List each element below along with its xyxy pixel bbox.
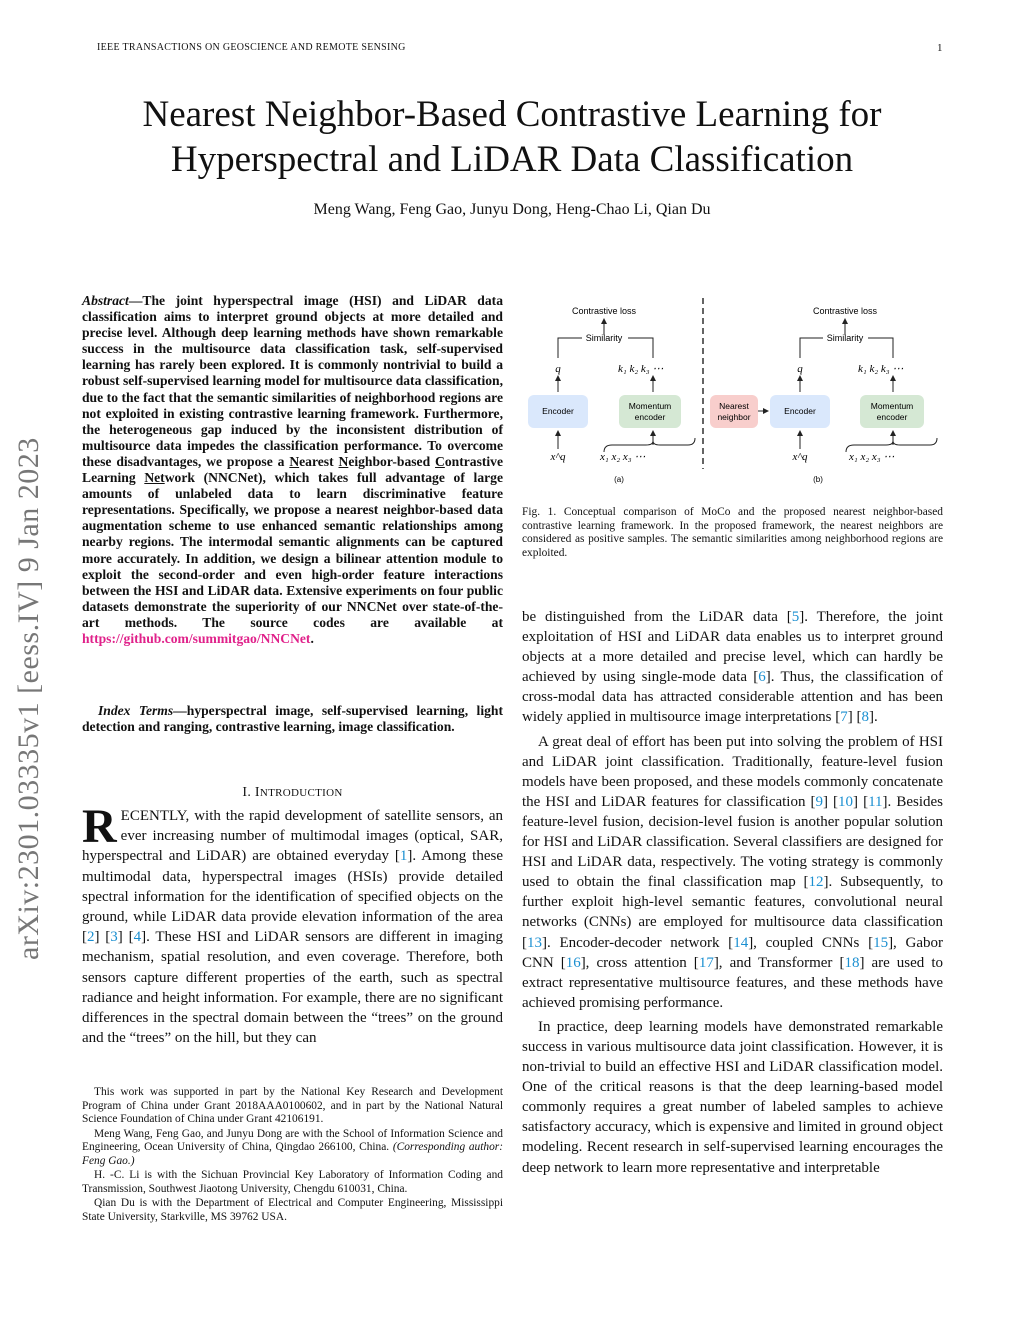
paper-title <box>60 92 964 182</box>
svg-text:Similarity: Similarity <box>826 333 864 343</box>
code-link[interactable]: https://github.com/summitgao/NNCNet <box>82 630 311 646</box>
right-paragraph-3: In practice, deep learning models have demonstrated remarkable success in various multisource data joint classification. However, it is non-trivial to build an effective HSI and LiDAR classification model. One of the critical reasons is that the deep learning-based model commonly requires a great number of labeled samples to achieve satisfactory accuracy, which is expensive and limited in ground object modeling. Recent research in self-supervised learning encourages the deep network to learn more representative and interpretable <box>522 1018 943 1176</box>
svg-text:x^q: x^q <box>792 451 808 463</box>
contrastive-loss-label: Contrastive loss <box>571 306 637 316</box>
figure-1-diagram <box>522 294 947 490</box>
svg-text:x₁ x₂ x₃ ⋯: x₁ x₂ x₃ ⋯ <box>849 451 895 463</box>
abstract-body-2: (NNCNet), which takes full advantage of large amounts of unlabeled data to learn discriminative feature representations. Specifically, we propose a nearest neighbor-based data augmentation scheme to use enhanced semantic relationships among nearby regions. The intermodal semantic alignments can be captured more accurately. In addition, we design a bilinear attention module to exploit the second-order and even high-order feature interactions between the HSI and LiDAR data. Extensive experiments on four public datasets demonstrate the superiority of our NNCNet over state-of-the-art methods. The source codes are available at <box>82 470 503 630</box>
footnote-1: This work was supported in part by the National Key Research and Development Program of China under Grant 2018AAA0100602, and in part by the National Natural Science Foundation of China under Grant 42106191. <box>82 1086 503 1125</box>
svg-text:k₁ k₂ k₃ ⋯: k₁ k₂ k₃ ⋯ <box>858 363 904 375</box>
right-paragraph-2: A great deal of effort has been put into solving the problem of HSI and LiDAR joint classification. Traditionally, feature-level fusion models have been proposed, and these models commonly concatenate the HSI and LiDAR features for classification [9] [10] [11]. Besides feature-level fusion, decision-level fusion is another popular solution for HSI and LiDAR classification. Several classifiers are designed for HSI and LiDAR data, respectively. The voting strategy is commonly used to obtain the final classification map [12]. Subsequently, to further exploit high-level semantic features, convolutional neural networks (CNNs) are employed for multisource data classification [13]. Encoder-decoder network [14], coupled CNNs [15], Gabor CNN [16], cross attention [17], and Transformer [18] are used to extract representative multisource features, and these methods have achieved promising performance. <box>522 733 944 1011</box>
svg-text:encoder: encoder <box>876 412 908 422</box>
svg-text:Encoder: Encoder <box>784 406 816 416</box>
panel-b <box>710 306 937 484</box>
svg-text:Nearest: Nearest <box>719 401 749 411</box>
footnotes <box>82 1086 503 1225</box>
page-number: 1 <box>937 42 943 54</box>
abstract-label: Abstract <box>82 293 129 308</box>
footnote-2: Meng Wang, Feng Gao, and Junyu Dong are with the School of Information Science and Engineering, Ocean University of China, Qingdao 266100, China. (Corresponding author: Feng Gao.) <box>82 1127 503 1167</box>
input-symbol: x^q <box>550 451 566 463</box>
index-terms <box>82 703 503 735</box>
author-list: Meng Wang, Feng Gao, Junyu Dong, Heng-Chao Li, Qian Du <box>313 201 711 218</box>
svg-text:encoder: encoder <box>634 412 666 422</box>
index-terms-body: —hyperspectral image, self-supervised learning, light detection and ranging, contrastive learning, image classification. <box>82 703 503 735</box>
similarity-label: Similarity <box>585 333 623 343</box>
svg-text:q: q <box>797 363 803 375</box>
intro-text: ECENTLY, with the rapid development of satellite sensors, an ever increasing number of multimodal images (optical, SAR, hyperspectral and LiDAR) are obtained everyday [1]. Among these multimodal data, hyperspectral images (HSIs) provide detailed spectral information for the identification of specified objects on the ground, while LiDAR data provide elevation information of the area [2] [3] [4]. These HSI and LiDAR sensors are different in imaging mechanism, spatial resolution, and even coverage. Therefore, both sensors capture different properties of the earth, such as spectral radiance and height information. For example, there are no significant differences in the spectral domain between the “trees” on the ground and the “trees” on the hill, but they can <box>82 808 503 1047</box>
right-paragraph-1: be distinguished from the LiDAR data [5]. Therefore, the joint exploitation of HSI and LiDAR data enables us to interpret ground objects at a more detailed and precise level, which can hardly be achieved by using single-mode data [6]. Thus, the classification of cross-modal data has attracted considerable attention and has been widely applied in multisource image interpretations [7] [8]. <box>522 609 944 726</box>
right-column-text <box>522 607 943 1178</box>
drop-cap: R <box>82 800 117 853</box>
abstract-end: . <box>310 630 314 646</box>
section-heading-introduction: I. INTRODUCTION <box>242 785 343 800</box>
title-line-1: Nearest Neighbor-Based Contrastive Learning for <box>142 94 882 135</box>
model-name: Nearest Neighbor-based Contrastive Learning Network <box>82 453 503 486</box>
journal-header: IEEE TRANSACTIONS ON GEOSCIENCE AND REMOTE SENSING <box>97 42 406 53</box>
title-line-2: Hyperspectral and LiDAR Data Classification <box>170 139 854 180</box>
svg-text:neighbor: neighbor <box>717 412 751 422</box>
footnote-4: Qian Du is with the Department of Electrical and Computer Engineering, Mississippi State University, Starkville, MS 39762 USA. <box>82 1197 503 1223</box>
svg-text:Momentum: Momentum <box>628 401 672 411</box>
panel-b-label: (b) <box>813 475 823 484</box>
panel-a <box>528 306 695 484</box>
index-terms-label: Index Terms <box>98 703 174 718</box>
svg-text:Momentum: Momentum <box>870 401 914 411</box>
encoder-label: Encoder <box>542 406 574 416</box>
abstract <box>82 293 503 647</box>
svg-text:Contrastive loss: Contrastive loss <box>812 306 878 316</box>
panel-a-label: (a) <box>614 475 624 484</box>
key-input-symbols: x₁ x₂ x₃ ⋯ <box>600 451 646 463</box>
key-symbols: k₁ k₂ k₃ ⋯ <box>618 363 664 375</box>
footnote-3: H. -C. Li is with the Sichuan Provincial Key Laboratory of Information Coding and Transmission, Southwest Jiaotong University, Chengdu 610031, China. <box>82 1169 503 1195</box>
intro-paragraph <box>82 800 503 1048</box>
arxiv-watermark: arXiv:2301.03335v1 [eess.IV] 9 Jan 2023 <box>12 437 45 960</box>
query-symbol: q <box>555 363 561 375</box>
figure-1-caption: Fig. 1. Conceptual comparison of MoCo and the proposed nearest neighbor-based contrastive learning framework. In the proposed framework, the nearest neighbors are considered as positive samples. The semantic similarities among neighborhood regions are exploited. <box>522 506 943 559</box>
abstract-body-1: —The joint hyperspectral image (HSI) and LiDAR data classification aims to interpret ground objects at more detailed and precise level. Although deep learning methods have shown remarkable success in the multisource data classification task, self-supervised learning has rarely been explored. It is commonly nontrivial to build a robust self-supervised learning model for multisource data classification, due to the fact that the semantic similarities of neighborhood regions are not exploited in existing contrastive learning framework. Furthermore, the heterogeneous gap induced by the inconsistent distribution of multisource data impedes the classification performance. To overcome these disadvantages, we propose a <box>82 293 503 469</box>
